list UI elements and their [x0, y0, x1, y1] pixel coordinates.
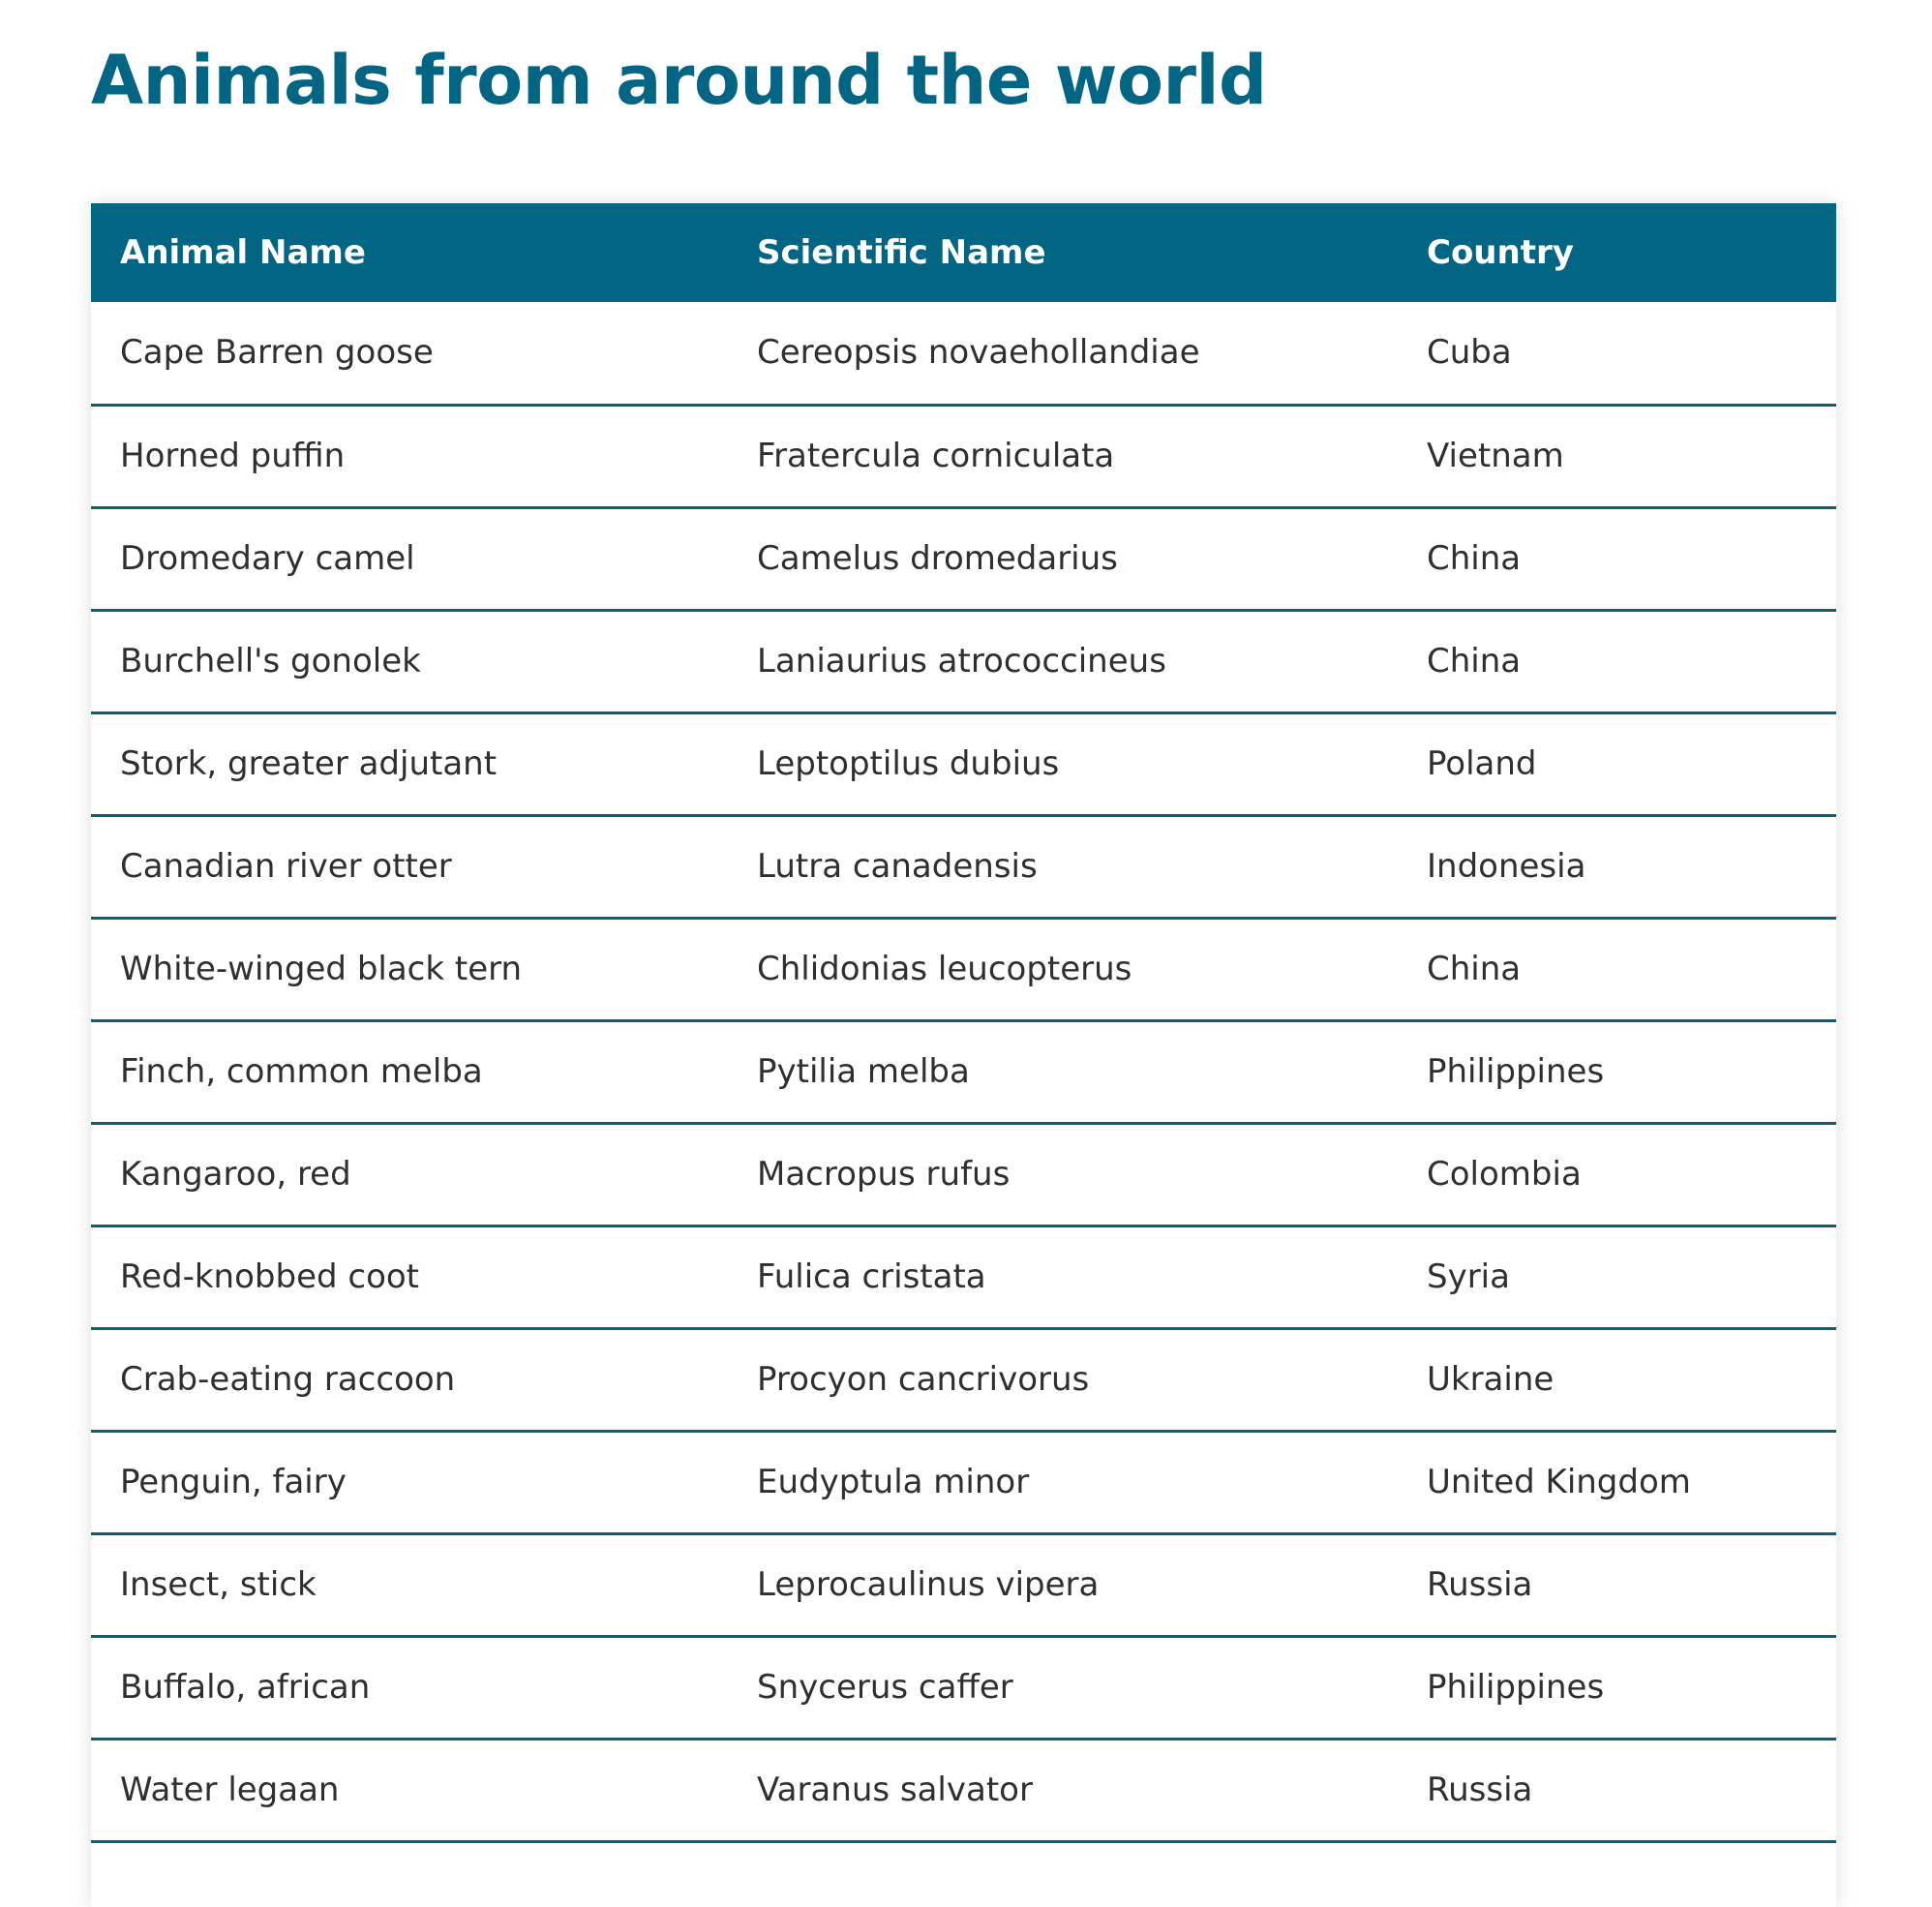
- table-row: [91, 1123, 1836, 1226]
- scientific-name-cell: Camelus dromedarius: [757, 539, 1118, 578]
- country-cell: China: [1427, 950, 1522, 988]
- country-cell: Indonesia: [1427, 847, 1586, 886]
- table-row: [91, 1636, 1836, 1739]
- animal-name-cell: Crab-eating raccoon: [120, 1360, 456, 1399]
- country-cell: Philippines: [1427, 1668, 1605, 1707]
- animal-name-cell: Burchell's gonolek: [120, 642, 421, 681]
- table-body: [91, 302, 1836, 1841]
- column-header-scientific-name[interactable]: Scientific Name: [757, 233, 1046, 272]
- scientific-name-cell: Eudyptula minor: [757, 1463, 1030, 1501]
- table-row: [91, 302, 1836, 405]
- country-cell: Ukraine: [1427, 1360, 1555, 1399]
- table-row: [91, 712, 1836, 815]
- country-cell: China: [1427, 642, 1522, 681]
- scientific-name-cell: Cereopsis novaehollandiae: [757, 333, 1200, 373]
- animal-name-cell: Red-knobbed coot: [120, 1257, 420, 1296]
- page-title: Animals from around the world: [91, 41, 1267, 120]
- scientific-name-cell: Snycerus caffer: [757, 1668, 1013, 1707]
- table-row: [91, 1533, 1836, 1636]
- country-cell: United Kingdom: [1427, 1463, 1691, 1501]
- scientific-name-cell: Varanus salvator: [757, 1771, 1033, 1809]
- animal-name-cell: Penguin, fairy: [120, 1463, 347, 1501]
- scientific-name-cell: Chlidonias leucopterus: [757, 950, 1132, 988]
- country-cell: Philippines: [1427, 1052, 1605, 1091]
- table-row: [91, 1226, 1836, 1328]
- country-cell: Vietnam: [1427, 437, 1564, 475]
- scientific-name-cell: Procyon cancrivorus: [757, 1360, 1090, 1399]
- country-cell: China: [1427, 539, 1522, 578]
- scientific-name-cell: Fratercula corniculata: [757, 437, 1115, 475]
- table-header: [91, 203, 1836, 302]
- scientific-name-cell: Lutra canadensis: [757, 847, 1038, 886]
- country-cell: Colombia: [1427, 1155, 1582, 1194]
- animal-name-cell: Dromedary camel: [120, 539, 415, 578]
- table-row: [91, 1739, 1836, 1841]
- scientific-name-cell: Leptoptilus dubius: [757, 744, 1060, 783]
- animal-name-cell: Stork, greater adjutant: [120, 744, 498, 783]
- animal-name-cell: Water legaan: [120, 1771, 340, 1809]
- table-row: [91, 1431, 1836, 1533]
- animal-name-cell: Horned puffin: [120, 437, 346, 475]
- table-row: [91, 610, 1836, 712]
- country-cell: Poland: [1427, 744, 1537, 783]
- animal-name-cell: Finch, common melba: [120, 1052, 483, 1091]
- table-row: [91, 507, 1836, 610]
- country-cell: Russia: [1427, 1771, 1533, 1809]
- table-row: [91, 815, 1836, 918]
- animal-name-cell: Kangaroo, red: [120, 1155, 351, 1194]
- animal-name-cell: Insect, stick: [120, 1565, 317, 1604]
- column-header-country[interactable]: Country: [1427, 233, 1574, 272]
- country-cell: Syria: [1427, 1257, 1510, 1296]
- animals-table: [91, 203, 1836, 1843]
- scientific-name-cell: Laniaurius atrococcineus: [757, 642, 1166, 681]
- country-cell: Cuba: [1427, 333, 1512, 373]
- table-row: [91, 405, 1836, 507]
- animal-name-cell: Cape Barren goose: [120, 333, 434, 373]
- animal-name-cell: White-winged black tern: [120, 950, 523, 988]
- table-row: [91, 918, 1836, 1020]
- animal-name-cell: Canadian river otter: [120, 847, 452, 886]
- scientific-name-cell: Pytilia melba: [757, 1052, 970, 1091]
- table-row: [91, 1020, 1836, 1123]
- table-row: [91, 1328, 1836, 1431]
- table-header-row: [91, 203, 1836, 302]
- animals-table-card: [91, 203, 1836, 1907]
- column-header-animal-name[interactable]: Animal Name: [120, 233, 366, 272]
- scientific-name-cell: Macropus rufus: [757, 1155, 1011, 1194]
- scientific-name-cell: Leprocaulinus vipera: [757, 1565, 1100, 1604]
- country-cell: Russia: [1427, 1565, 1533, 1604]
- scientific-name-cell: Fulica cristata: [757, 1257, 986, 1296]
- animal-name-cell: Buffalo, african: [120, 1668, 371, 1707]
